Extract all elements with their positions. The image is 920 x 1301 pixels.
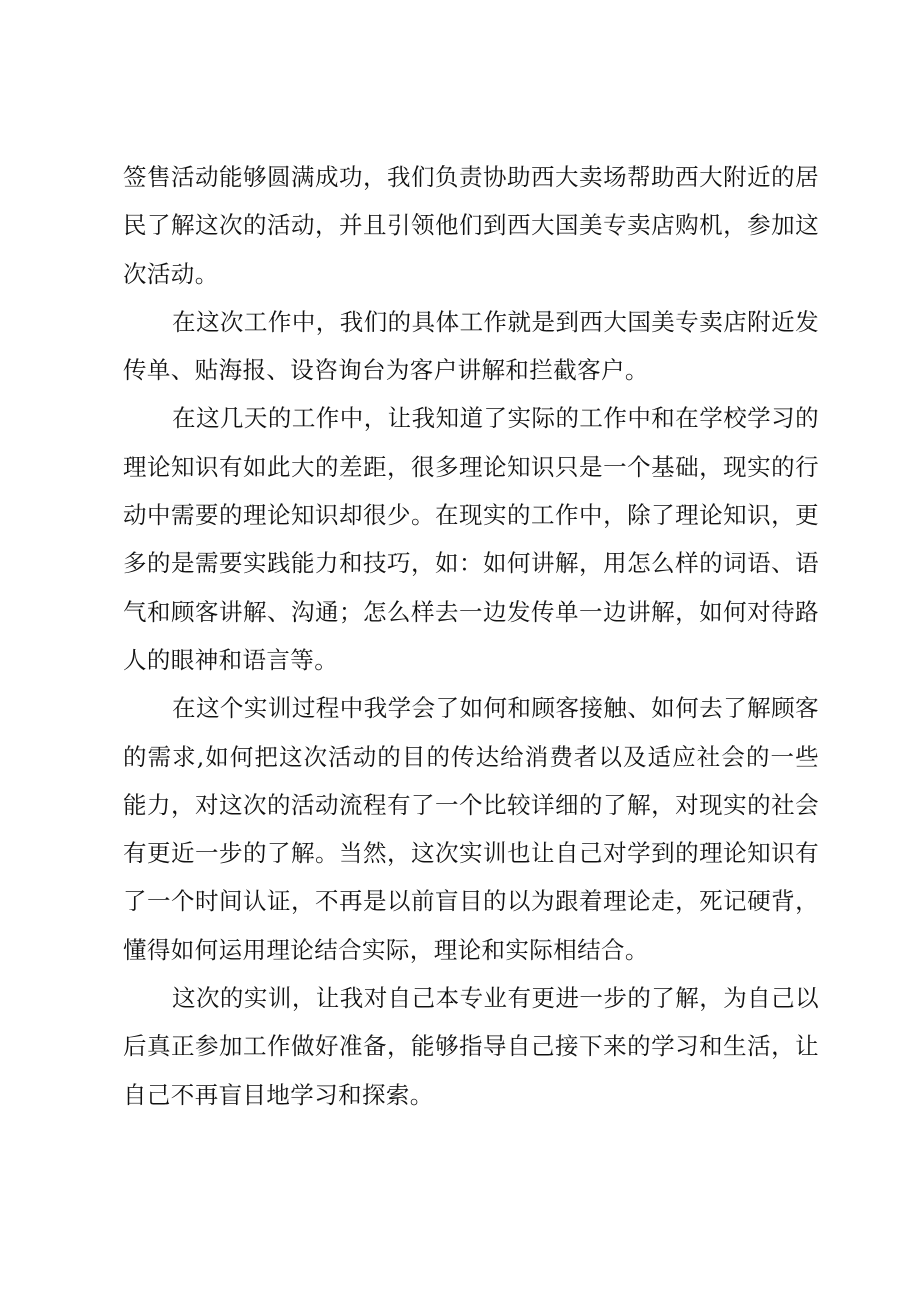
document-page xyxy=(123,153,819,1119)
paragraph-work-content: 在这次工作中，我们的具体工作就是到西大国美专卖店附近发传单、贴海报、设咨询台为客户讲解和拦截客户。 xyxy=(123,307,819,385)
paragraph-theory-vs-practice: 在这几天的工作中，让我知道了实际的工作中和在学校学习的理论知识有如此大的差距，很多理论知识只是一个基础，现实的行动中需要的理论知识却很少。在现实的工作中，除了理论知识，更多的是需要实践能力和技巧，如：如何讲解，用怎么样的词语、语气和顾客讲解、沟通；怎么样去一边发传单一边讲解，如何对待路人的眼神和语言等。 xyxy=(123,404,819,674)
paragraph-conclusion: 这次的实训，让我对自己本专业有更进一步的了解，为自己以后真正参加工作做好准备，能够指导自己接下来的学习和生活，让自己不再盲目地学习和探索。 xyxy=(123,984,819,1109)
paragraph-lessons-learned: 在这个实训过程中我学会了如何和顾客接触、如何去了解顾客的需求,如何把这次活动的目的传达给消费者以及适应社会的一些能力，对这次的活动流程有了一个比较详细的了解，对现实的社会有更近一步的了解。当然，这次实训也让自己对学到的理论知识有了一个时间认证，不再是以前盲目的以为跟着理论走，死记硬背，懂得如何运用理论结合实际，理论和实际相结合。 xyxy=(123,694,819,964)
paragraph-continuation: 签售活动能够圆满成功，我们负责协助西大卖场帮助西大附近的居民了解这次的活动，并且引领他们到西大国美专卖店购机，参加这次活动。 xyxy=(123,163,819,288)
